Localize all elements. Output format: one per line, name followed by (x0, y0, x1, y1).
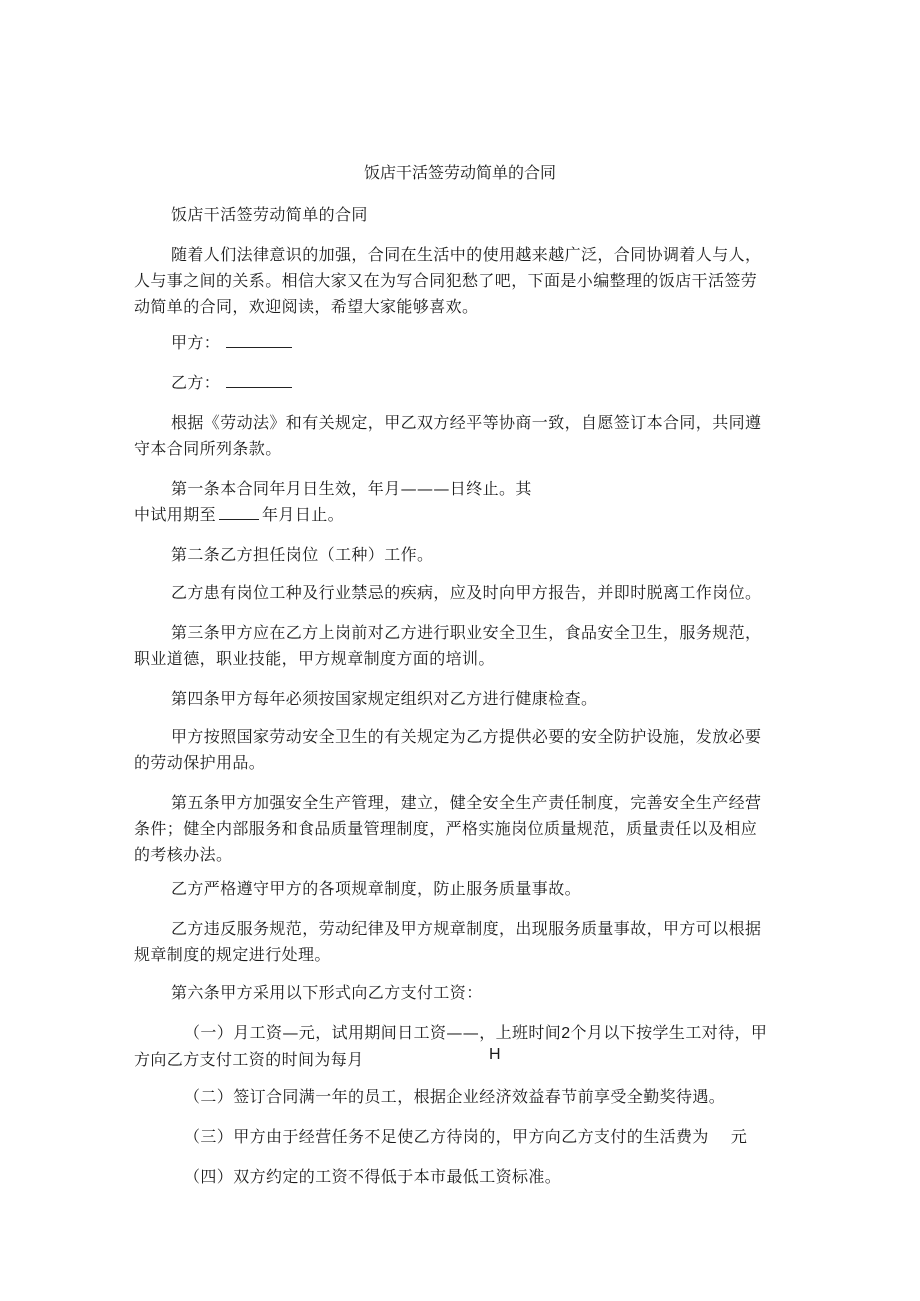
article-6-item-1-line-1 (134, 1020, 786, 1047)
article-6-item-1 (134, 1020, 786, 1073)
article-6-item-1-number: 2 (561, 1025, 571, 1042)
article-4: 第四条甲方每年必须按国家规定组织对乙方进行健康检查。 (171, 689, 598, 708)
article-6-item-4: （四）双方约定的工资不得低于本市最低工资标准。 (184, 1167, 562, 1186)
intro-line-3: 动简单的合同，欢迎阅读，希望大家能够喜欢。 (134, 297, 479, 316)
party-b-blank (226, 373, 292, 388)
article-6-item-3 (134, 1124, 786, 1150)
party-b-line (134, 370, 786, 396)
article-1-line-2a: 中试用期至 (134, 505, 217, 524)
article-4-clause (134, 724, 786, 776)
article-6-item-3-unit: 元 (730, 1127, 748, 1146)
party-a-line (134, 330, 786, 356)
article-3-line-2: 职业道德，职业技能，甲方规章制度方面的培训。 (134, 649, 495, 668)
article-5-clause-b: 乙方严格遵守甲方的各项规章制度，防止服务质量事故。 (171, 879, 582, 898)
article-5-clause-c-line-1: 乙方违反服务规范，劳动纪律及甲方规章制度，出现服务质量事故，甲方可以根据 (171, 919, 762, 938)
intro-paragraph (134, 242, 786, 320)
basis-line-1: 根据《劳动法》和有关规定，甲乙双方经平等协商一致，自愿签订本合同，共同遵 (171, 413, 762, 432)
article-6-item-1-text-b: 个月以下按学生工对待，甲 (570, 1023, 768, 1042)
article-1-line-2 (134, 502, 786, 528)
party-a-label: 甲方： (171, 333, 221, 352)
article-5-clause-c-line-2: 规章制度的规定进行处理。 (134, 945, 331, 964)
article-3-line-1: 第三条甲方应在乙方上岗前对乙方进行职业安全卫生，食品安全卫生，服务规范， (171, 623, 762, 642)
article-5-clause-c (134, 916, 786, 968)
article-6-item-1-text-a: （一）月工资—元，试用期间日工资——，上班时间 (184, 1023, 562, 1042)
article-3 (134, 620, 786, 672)
article-4-clause-line-1: 甲方按照国家劳动安全卫生的有关规定为乙方提供必要的安全防护设施，发放必要 (171, 727, 762, 746)
party-b-label: 乙方： (171, 373, 221, 392)
article-6-item-3-text: （三）甲方由于经营任务不足使乙方待岗的，甲方向乙方支付的生活费为 (184, 1127, 709, 1146)
intro-line-2: 人与事之间的关系。相信大家又在为写合同犯愁了吧，下面是小编整理的饭店干活签劳 (134, 271, 758, 290)
basis-line-2: 守本合同所列条款。 (134, 439, 282, 458)
article-5-line-3: 的考核办法。 (134, 845, 233, 864)
article-6-item-2: （二）签订合同满一年的员工，根据企业经济效益春节前享受全勤奖待遇。 (184, 1087, 726, 1106)
article-4-clause-line-2: 的劳动保护用品。 (134, 753, 266, 772)
article-5-line-2: 条件；健全内部服务和食品质量管理制度，严格实施岗位质量规范，质量责任以及相应 (134, 819, 758, 838)
basis-paragraph (134, 410, 786, 462)
party-a-blank (226, 333, 292, 348)
article-5 (134, 790, 786, 868)
article-1 (134, 476, 786, 528)
article-5-line-1: 第五条甲方加强安全生产管理，建立，健全安全生产责任制度，完善安全生产经营 (171, 793, 762, 812)
article-1-line-1: 第一条本合同年月日生效，年月———日终止。其 (171, 479, 532, 498)
article-2: 第二条乙方担任岗位（工种）工作。 (171, 545, 434, 564)
article-6-item-1-line-2: 方向乙方支付工资的时间为每月 (134, 1050, 364, 1069)
document-subtitle: 饭店干活签劳动简单的合同 (171, 205, 368, 224)
document-title: 饭店干活签劳动简单的合同 (363, 163, 556, 182)
article-1-line-2b: 年月日止。 (262, 505, 345, 524)
pay-day-mark: H (489, 1046, 501, 1063)
probation-blank (219, 505, 259, 520)
article-2-clause: 乙方患有岗位工种及行业禁忌的疾病，应及时向甲方报告，并即时脱离工作岗位。 (171, 583, 762, 602)
article-6: 第六条甲方采用以下形式向乙方支付工资： (171, 983, 483, 1002)
intro-line-1: 随着人们法律意识的加强，合同在生活中的使用越来越广泛，合同协调着人与人， (171, 245, 762, 264)
